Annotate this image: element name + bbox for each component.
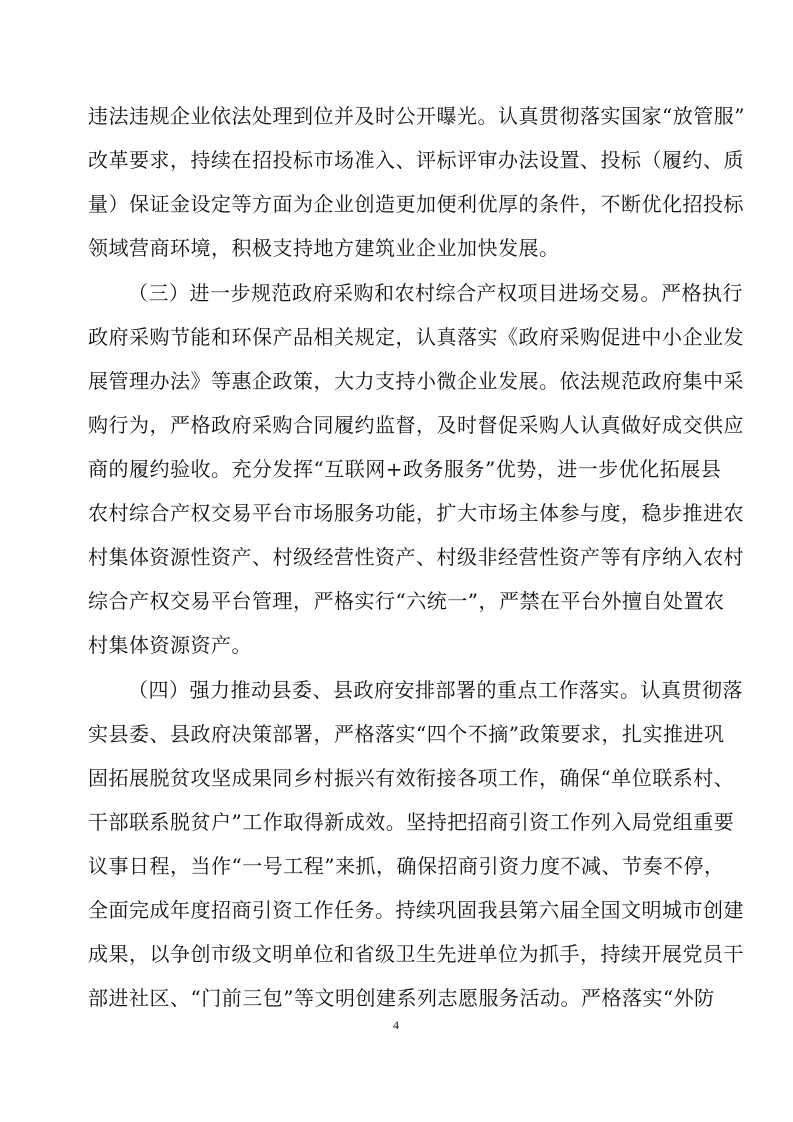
text-line: 改革要求，持续在招投标市场准入、评标评审办法设置、投标（履约、质 (88, 148, 744, 172)
page-number: 4 (393, 1018, 399, 1032)
section-heading-line: （三）进一步规范政府采购和农村综合产权项目进场交易。严格执行 (128, 281, 743, 305)
text-line: 违法违规企业依法处理到位并及时公开曝光。认真贯彻落实国家“放管服” (88, 104, 745, 128)
text-line: 农村综合产权交易平台市场服务功能，扩大市场主体参与度，稳步推进农 (88, 501, 744, 525)
text-line: 实县委、县政府决策部署，严格落实“四个不摘”政策要求，扎实推进巩 (88, 722, 725, 746)
text-line: 议事日程，当作“一号工程”来抓，确保招商引资力度不减、节奏不停， (88, 854, 725, 878)
text-line: 综合产权交易平台管理，严格实行“六统一”，严禁在平台外擅自处置农 (88, 589, 725, 613)
text-line: 展管理办法》等惠企政策，大力支持小微企业发展。依法规范政府集中采 (88, 369, 744, 393)
text-line: 领域营商环境，积极支持地方建筑业企业加快发展。 (88, 236, 560, 260)
text-line: 商的履约验收。充分发挥“互联网+政务服务”优势，进一步优化拓展县 (88, 457, 722, 481)
text-line: 量）保证金设定等方面为企业创造更加便利优厚的条件，不断优化招投标 (88, 192, 744, 216)
text-line: 部进社区、“门前三包”等文明创建系列志愿服务活动。严格落实“外防 (88, 986, 715, 1010)
section-heading-line: （四）强力推动县委、县政府安排部署的重点工作落实。认真贯彻落 (128, 678, 743, 702)
text-line: 固拓展脱贫攻坚成果同乡村振兴有效衔接各项工作，确保“单位联系村、 (88, 766, 735, 790)
text-line: 全面完成年度招商引资工作任务。持续巩固我县第六届全国文明城市创建 (88, 898, 744, 922)
text-line: 购行为，严格政府采购合同履约监督，及时督促采购人认真做好成交供应 (88, 413, 744, 437)
text-line: 成果，以争创市级文明单位和省级卫生先进单位为抓手，持续开展党员干 (88, 942, 744, 966)
text-line: 村集体资源资产。 (88, 633, 252, 657)
text-line: 政府采购节能和环保产品相关规定，认真落实《政府采购促进中小企业发 (88, 325, 744, 349)
text-line: 干部联系脱贫户”工作取得新成效。坚持把招商引资工作列入局党组重要 (88, 810, 735, 834)
text-line: 村集体资源性资产、村级经营性资产、村级非经营性资产等有序纳入农村 (88, 545, 744, 569)
